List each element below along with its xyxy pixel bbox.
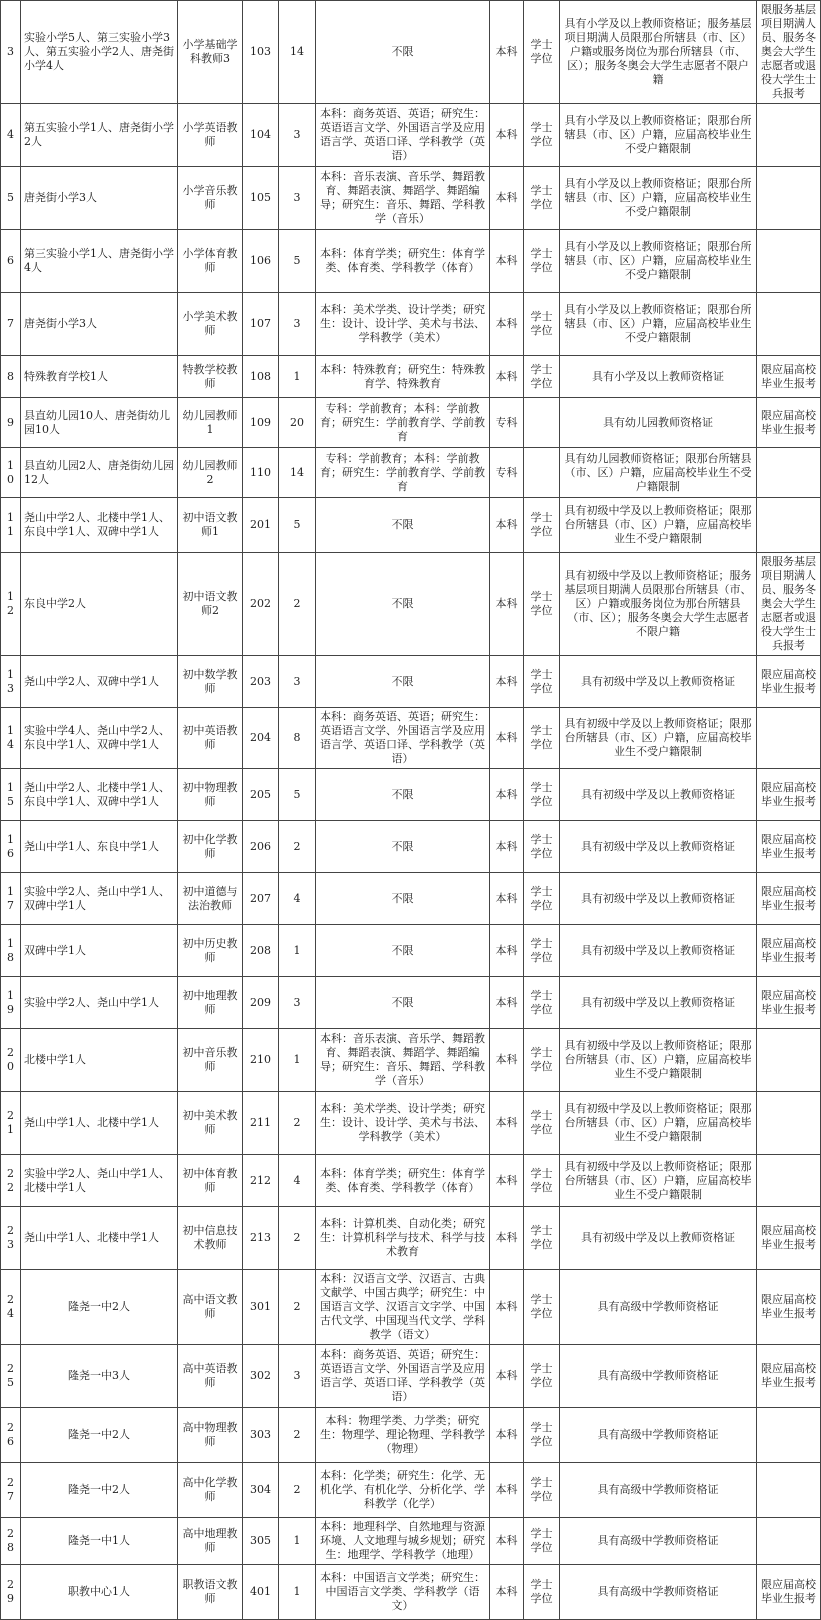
note-cell: 限应届高校毕业生报考 xyxy=(757,977,821,1029)
post-code-cell: 208 xyxy=(243,925,279,977)
table-row xyxy=(1,769,821,821)
degree-cell: 学士学位 xyxy=(524,1029,560,1092)
requirement-cell: 具有初级中学及以上教师资格证 xyxy=(560,656,757,708)
headcount-cell: 3 xyxy=(279,1345,316,1408)
unit-cell: 职教中心1人 xyxy=(21,1565,178,1620)
major-cell: 本科：物理学类、力学类；研究生：物理学、理论物理、学科教学（物理） xyxy=(316,1408,490,1463)
note-cell: 限应届高校毕业生报考 xyxy=(757,1270,821,1345)
note-cell xyxy=(757,1155,821,1207)
headcount-cell: 1 xyxy=(279,925,316,977)
requirement-cell: 具有初级中学及以上教师资格证；服务基层项目期满人员限那台所辖县（市、区）户籍或服务岗位为那台所辖县（市、区）；服务冬奥会大学生志愿者不限户籍 xyxy=(560,553,757,656)
major-cell: 本科：音乐表演、音乐学、舞蹈教育、舞蹈表演、舞蹈学、舞蹈编导；研究生：音乐、舞蹈、学科教学（音乐） xyxy=(316,167,490,230)
row-number: 29 xyxy=(1,1565,21,1620)
post-name-cell: 特教学校教师 xyxy=(178,356,243,398)
post-code-cell: 212 xyxy=(243,1155,279,1207)
table-row xyxy=(1,293,821,356)
major-cell: 本科：体育学类；研究生：体育学类、体育类、学科教学（体育） xyxy=(316,230,490,293)
row-number: 18 xyxy=(1,925,21,977)
education-cell: 本科 xyxy=(490,925,524,977)
headcount-cell: 4 xyxy=(279,873,316,925)
degree-cell: 学士学位 xyxy=(524,1270,560,1345)
note-cell: 限应届高校毕业生报考 xyxy=(757,656,821,708)
unit-cell: 尧山中学2人、双碑中学1人 xyxy=(21,656,178,708)
post-code-cell: 103 xyxy=(243,1,279,104)
major-cell: 本科：地理科学、自然地理与资源环境、人文地理与城乡规划；研究生：地理学、学科教学（地理） xyxy=(316,1518,490,1565)
note-cell: 限应届高校毕业生报考 xyxy=(757,1565,821,1620)
row-number: 16 xyxy=(1,821,21,873)
unit-cell: 唐尧街小学3人 xyxy=(21,167,178,230)
headcount-cell: 3 xyxy=(279,656,316,708)
row-number: 22 xyxy=(1,1155,21,1207)
headcount-cell: 5 xyxy=(279,498,316,553)
unit-cell: 尧山中学1人、东良中学1人 xyxy=(21,821,178,873)
note-cell xyxy=(757,1092,821,1155)
post-code-cell: 104 xyxy=(243,104,279,167)
degree-cell xyxy=(524,448,560,498)
requirement-cell: 具有小学及以上教师资格证；限那台所辖县（市、区）户籍，应届高校毕业生不受户籍限制 xyxy=(560,293,757,356)
post-name-cell: 小学音乐教师 xyxy=(178,167,243,230)
post-code-cell: 401 xyxy=(243,1565,279,1620)
education-cell: 本科 xyxy=(490,1463,524,1518)
major-cell: 不限 xyxy=(316,873,490,925)
major-cell: 本科：特殊教育；研究生：特殊教育学、特殊教育 xyxy=(316,356,490,398)
degree-cell: 学士学位 xyxy=(524,1155,560,1207)
degree-cell: 学士学位 xyxy=(524,1408,560,1463)
note-cell xyxy=(757,230,821,293)
headcount-cell: 3 xyxy=(279,167,316,230)
post-name-cell: 初中地理教师 xyxy=(178,977,243,1029)
unit-cell: 尧山中学1人、北楼中学1人 xyxy=(21,1207,178,1270)
note-cell: 限应届高校毕业生报考 xyxy=(757,1207,821,1270)
education-cell: 本科 xyxy=(490,104,524,167)
table-row xyxy=(1,553,821,656)
post-code-cell: 211 xyxy=(243,1092,279,1155)
requirement-cell: 具有初级中学及以上教师资格证 xyxy=(560,769,757,821)
post-code-cell: 205 xyxy=(243,769,279,821)
note-cell xyxy=(757,1463,821,1518)
degree-cell: 学士学位 xyxy=(524,1092,560,1155)
degree-cell: 学士学位 xyxy=(524,356,560,398)
headcount-cell: 2 xyxy=(279,821,316,873)
row-number: 9 xyxy=(1,398,21,448)
education-cell: 本科 xyxy=(490,1155,524,1207)
row-number: 21 xyxy=(1,1092,21,1155)
row-number: 28 xyxy=(1,1518,21,1565)
row-number: 17 xyxy=(1,873,21,925)
requirement-cell: 具有初级中学及以上教师资格证 xyxy=(560,977,757,1029)
post-code-cell: 206 xyxy=(243,821,279,873)
education-cell: 本科 xyxy=(490,1345,524,1408)
education-cell: 专科 xyxy=(490,448,524,498)
post-name-cell: 初中语文教师1 xyxy=(178,498,243,553)
row-number: 25 xyxy=(1,1345,21,1408)
degree-cell: 学士学位 xyxy=(524,708,560,769)
post-code-cell: 207 xyxy=(243,873,279,925)
note-cell: 限应届高校毕业生报考 xyxy=(757,925,821,977)
table-row xyxy=(1,398,821,448)
post-name-cell: 初中化学教师 xyxy=(178,821,243,873)
table-row xyxy=(1,356,821,398)
note-cell: 限应届高校毕业生报考 xyxy=(757,1345,821,1408)
requirement-cell: 具有幼儿园教师资格证；限那台所辖县（市、区）户籍，应届高校毕业生不受户籍限制 xyxy=(560,448,757,498)
unit-cell: 实验中学2人、尧山中学1人、双碑中学1人 xyxy=(21,873,178,925)
degree-cell: 学士学位 xyxy=(524,1207,560,1270)
requirement-cell: 具有初级中学及以上教师资格证 xyxy=(560,925,757,977)
requirement-cell: 具有小学及以上教师资格证；限那台所辖县（市、区）户籍，应届高校毕业生不受户籍限制 xyxy=(560,104,757,167)
major-cell: 不限 xyxy=(316,1,490,104)
major-cell: 本科：商务英语、英语；研究生：英语语言文学、外国语言学及应用语言学、英语口译、学科教学（英语） xyxy=(316,104,490,167)
degree-cell: 学士学位 xyxy=(524,553,560,656)
unit-cell: 北楼中学1人 xyxy=(21,1029,178,1092)
note-cell xyxy=(757,1408,821,1463)
table-row xyxy=(1,1463,821,1518)
requirement-cell: 具有初级中学及以上教师资格证 xyxy=(560,873,757,925)
post-name-cell: 小学基础学科教师3 xyxy=(178,1,243,104)
note-cell: 限应届高校毕业生报考 xyxy=(757,769,821,821)
post-code-cell: 209 xyxy=(243,977,279,1029)
education-cell: 本科 xyxy=(490,1092,524,1155)
post-code-cell: 108 xyxy=(243,356,279,398)
note-cell xyxy=(757,167,821,230)
degree-cell: 学士学位 xyxy=(524,925,560,977)
degree-cell xyxy=(524,398,560,448)
post-code-cell: 204 xyxy=(243,708,279,769)
row-number: 27 xyxy=(1,1463,21,1518)
major-cell: 不限 xyxy=(316,977,490,1029)
unit-cell: 实验中学2人、尧山中学1人 xyxy=(21,977,178,1029)
education-cell: 本科 xyxy=(490,708,524,769)
degree-cell: 学士学位 xyxy=(524,1518,560,1565)
post-name-cell: 高中化学教师 xyxy=(178,1463,243,1518)
table-row xyxy=(1,708,821,769)
degree-cell: 学士学位 xyxy=(524,104,560,167)
note-cell xyxy=(757,293,821,356)
major-cell: 本科：化学类；研究生：化学、无机化学、有机化学、分析化学、学科教学（化学） xyxy=(316,1463,490,1518)
education-cell: 本科 xyxy=(490,1029,524,1092)
row-number: 15 xyxy=(1,769,21,821)
education-cell: 本科 xyxy=(490,356,524,398)
unit-cell: 隆尧一中2人 xyxy=(21,1463,178,1518)
degree-cell: 学士学位 xyxy=(524,1345,560,1408)
table-row xyxy=(1,1,821,104)
note-cell xyxy=(757,708,821,769)
post-code-cell: 302 xyxy=(243,1345,279,1408)
note-cell xyxy=(757,498,821,553)
table-row xyxy=(1,1207,821,1270)
headcount-cell: 14 xyxy=(279,1,316,104)
post-name-cell: 初中美术教师 xyxy=(178,1092,243,1155)
degree-cell: 学士学位 xyxy=(524,977,560,1029)
post-name-cell: 幼儿园教师1 xyxy=(178,398,243,448)
headcount-cell: 5 xyxy=(279,230,316,293)
major-cell: 本科：计算机类、自动化类；研究生：计算机科学与技术、科学与技术教育 xyxy=(316,1207,490,1270)
degree-cell: 学士学位 xyxy=(524,873,560,925)
table-row xyxy=(1,1518,821,1565)
education-cell: 本科 xyxy=(490,977,524,1029)
post-name-cell: 初中数学教师 xyxy=(178,656,243,708)
table-row xyxy=(1,167,821,230)
row-number: 24 xyxy=(1,1270,21,1345)
education-cell: 本科 xyxy=(490,821,524,873)
post-name-cell: 初中语文教师2 xyxy=(178,553,243,656)
unit-cell: 县直幼儿园2人、唐尧街幼儿园12人 xyxy=(21,448,178,498)
degree-cell: 学士学位 xyxy=(524,656,560,708)
row-number: 5 xyxy=(1,167,21,230)
major-cell: 专科：学前教育；本科：学前教育；研究生：学前教育学、学前教育 xyxy=(316,398,490,448)
requirement-cell: 具有初级中学及以上教师资格证；限那台所辖县（市、区）户籍，应届高校毕业生不受户籍限制 xyxy=(560,498,757,553)
headcount-cell: 20 xyxy=(279,398,316,448)
major-cell: 专科：学前教育；本科：学前教育；研究生：学前教育学、学前教育 xyxy=(316,448,490,498)
post-name-cell: 初中道德与法治教师 xyxy=(178,873,243,925)
headcount-cell: 3 xyxy=(279,104,316,167)
major-cell: 本科：美术学类、设计学类；研究生：设计、设计学、美术与书法、学科教学（美术） xyxy=(316,293,490,356)
major-cell: 不限 xyxy=(316,553,490,656)
education-cell: 本科 xyxy=(490,769,524,821)
note-cell xyxy=(757,1518,821,1565)
post-code-cell: 201 xyxy=(243,498,279,553)
degree-cell: 学士学位 xyxy=(524,293,560,356)
post-name-cell: 初中音乐教师 xyxy=(178,1029,243,1092)
table-row xyxy=(1,230,821,293)
row-number: 10 xyxy=(1,448,21,498)
row-number: 3 xyxy=(1,1,21,104)
headcount-cell: 1 xyxy=(279,356,316,398)
table-row xyxy=(1,821,821,873)
post-name-cell: 小学美术教师 xyxy=(178,293,243,356)
education-cell: 本科 xyxy=(490,230,524,293)
post-name-cell: 高中地理教师 xyxy=(178,1518,243,1565)
requirement-cell: 具有初级中学及以上教师资格证；限那台所辖县（市、区）户籍，应届高校毕业生不受户籍限制 xyxy=(560,1092,757,1155)
table-row xyxy=(1,656,821,708)
table-row xyxy=(1,873,821,925)
table-body xyxy=(1,1,821,1620)
note-cell: 限应届高校毕业生报考 xyxy=(757,873,821,925)
row-number: 11 xyxy=(1,498,21,553)
row-number: 12 xyxy=(1,553,21,656)
education-cell: 本科 xyxy=(490,1,524,104)
requirement-cell: 具有初级中学及以上教师资格证 xyxy=(560,1207,757,1270)
table-row xyxy=(1,1270,821,1345)
post-name-cell: 职教语文教师 xyxy=(178,1565,243,1620)
degree-cell: 学士学位 xyxy=(524,821,560,873)
post-name-cell: 小学英语教师 xyxy=(178,104,243,167)
degree-cell: 学士学位 xyxy=(524,1565,560,1620)
table-row xyxy=(1,498,821,553)
headcount-cell: 2 xyxy=(279,1092,316,1155)
requirement-cell: 具有高级中学教师资格证 xyxy=(560,1408,757,1463)
requirement-cell: 具有小学及以上教师资格证；限那台所辖县（市、区）户籍，应届高校毕业生不受户籍限制 xyxy=(560,230,757,293)
table-row xyxy=(1,1565,821,1620)
major-cell: 本科：音乐表演、音乐学、舞蹈教育、舞蹈表演、舞蹈学、舞蹈编导；研究生：音乐、舞蹈、学科教学（音乐） xyxy=(316,1029,490,1092)
major-cell: 不限 xyxy=(316,821,490,873)
unit-cell: 实验中学2人、尧山中学1人、北楼中学1人 xyxy=(21,1155,178,1207)
unit-cell: 隆尧一中3人 xyxy=(21,1345,178,1408)
degree-cell: 学士学位 xyxy=(524,167,560,230)
degree-cell: 学士学位 xyxy=(524,498,560,553)
headcount-cell: 2 xyxy=(279,1463,316,1518)
major-cell: 本科：商务英语、英语；研究生：英语语言文学、外国语言学及应用语言学、英语口译、学科教学（英语） xyxy=(316,1345,490,1408)
education-cell: 专科 xyxy=(490,398,524,448)
unit-cell: 双碑中学1人 xyxy=(21,925,178,977)
table-row xyxy=(1,977,821,1029)
requirement-cell: 具有高级中学教师资格证 xyxy=(560,1270,757,1345)
unit-cell: 隆尧一中2人 xyxy=(21,1408,178,1463)
requirement-cell: 具有小学及以上教师资格证；限那台所辖县（市、区）户籍，应届高校毕业生不受户籍限制 xyxy=(560,167,757,230)
major-cell: 不限 xyxy=(316,656,490,708)
education-cell: 本科 xyxy=(490,1408,524,1463)
major-cell: 不限 xyxy=(316,498,490,553)
row-number: 20 xyxy=(1,1029,21,1092)
post-name-cell: 幼儿园教师2 xyxy=(178,448,243,498)
headcount-cell: 3 xyxy=(279,293,316,356)
post-code-cell: 107 xyxy=(243,293,279,356)
requirement-cell: 具有小学及以上教师资格证；服务基层项目期满人员限那台所辖县（市、区）户籍或服务岗位为那台所辖县（市、区）；服务冬奥会大学生志愿者不限户籍 xyxy=(560,1,757,104)
requirement-cell: 具有高级中学教师资格证 xyxy=(560,1565,757,1620)
degree-cell: 学士学位 xyxy=(524,1,560,104)
education-cell: 本科 xyxy=(490,1207,524,1270)
major-cell: 本科：中国语言文学类；研究生：中国语言文学类、学科教学（语文） xyxy=(316,1565,490,1620)
post-name-cell: 初中信息技术教师 xyxy=(178,1207,243,1270)
requirement-cell: 具有高级中学教师资格证 xyxy=(560,1345,757,1408)
post-code-cell: 110 xyxy=(243,448,279,498)
unit-cell: 县直幼儿园10人、唐尧街幼儿园10人 xyxy=(21,398,178,448)
unit-cell: 实验小学5人、第三实验小学3人、第五实验小学2人、唐尧街小学4人 xyxy=(21,1,178,104)
major-cell: 本科：汉语言文学、汉语言、古典文献学、中国古典学；研究生：中国语言文学、汉语言文字学、中国古代文学、中国现当代文学、学科教学（语文） xyxy=(316,1270,490,1345)
note-cell xyxy=(757,448,821,498)
headcount-cell: 2 xyxy=(279,1408,316,1463)
unit-cell: 尧山中学2人、北楼中学1人、东良中学1人、双碑中学1人 xyxy=(21,498,178,553)
unit-cell: 唐尧街小学3人 xyxy=(21,293,178,356)
post-code-cell: 109 xyxy=(243,398,279,448)
note-cell: 限应届高校毕业生报考 xyxy=(757,821,821,873)
post-name-cell: 高中语文教师 xyxy=(178,1270,243,1345)
education-cell: 本科 xyxy=(490,873,524,925)
post-code-cell: 213 xyxy=(243,1207,279,1270)
headcount-cell: 2 xyxy=(279,1207,316,1270)
row-number: 13 xyxy=(1,656,21,708)
unit-cell: 实验中学4人、尧山中学2人、东良中学1人、双碑中学1人 xyxy=(21,708,178,769)
headcount-cell: 1 xyxy=(279,1029,316,1092)
unit-cell: 隆尧一中2人 xyxy=(21,1270,178,1345)
education-cell: 本科 xyxy=(490,1518,524,1565)
headcount-cell: 2 xyxy=(279,1270,316,1345)
degree-cell: 学士学位 xyxy=(524,230,560,293)
table-row xyxy=(1,448,821,498)
unit-cell: 隆尧一中1人 xyxy=(21,1518,178,1565)
post-code-cell: 210 xyxy=(243,1029,279,1092)
row-number: 19 xyxy=(1,977,21,1029)
row-number: 7 xyxy=(1,293,21,356)
note-cell xyxy=(757,1029,821,1092)
requirement-cell: 具有初级中学及以上教师资格证；限那台所辖县（市、区）户籍，应届高校毕业生不受户籍限制 xyxy=(560,1029,757,1092)
degree-cell: 学士学位 xyxy=(524,769,560,821)
post-name-cell: 高中英语教师 xyxy=(178,1345,243,1408)
requirement-cell: 具有高级中学教师资格证 xyxy=(560,1463,757,1518)
education-cell: 本科 xyxy=(490,656,524,708)
education-cell: 本科 xyxy=(490,1270,524,1345)
note-cell xyxy=(757,104,821,167)
row-number: 14 xyxy=(1,708,21,769)
requirement-cell: 具有初级中学及以上教师资格证 xyxy=(560,821,757,873)
row-number: 26 xyxy=(1,1408,21,1463)
headcount-cell: 3 xyxy=(279,977,316,1029)
post-name-cell: 初中物理教师 xyxy=(178,769,243,821)
table-row xyxy=(1,1155,821,1207)
headcount-cell: 1 xyxy=(279,1518,316,1565)
row-number: 4 xyxy=(1,104,21,167)
post-code-cell: 203 xyxy=(243,656,279,708)
table-row xyxy=(1,1408,821,1463)
education-cell: 本科 xyxy=(490,167,524,230)
headcount-cell: 5 xyxy=(279,769,316,821)
education-cell: 本科 xyxy=(490,293,524,356)
major-cell: 本科：美术学类、设计学类；研究生：设计、设计学、美术与书法、学科教学（美术） xyxy=(316,1092,490,1155)
headcount-cell: 4 xyxy=(279,1155,316,1207)
requirement-cell: 具有高级中学教师资格证 xyxy=(560,1518,757,1565)
table-row xyxy=(1,1029,821,1092)
headcount-cell: 8 xyxy=(279,708,316,769)
unit-cell: 第三实验小学1人、唐尧街小学4人 xyxy=(21,230,178,293)
requirement-cell: 具有小学及以上教师资格证 xyxy=(560,356,757,398)
post-name-cell: 初中英语教师 xyxy=(178,708,243,769)
post-code-cell: 305 xyxy=(243,1518,279,1565)
post-code-cell: 301 xyxy=(243,1270,279,1345)
requirement-cell: 具有初级中学及以上教师资格证；限那台所辖县（市、区）户籍，应届高校毕业生不受户籍限制 xyxy=(560,708,757,769)
headcount-cell: 1 xyxy=(279,1565,316,1620)
row-number: 23 xyxy=(1,1207,21,1270)
major-cell: 本科：商务英语、英语；研究生：英语语言文学、外国语言学及应用语言学、英语口译、学科教学（英语） xyxy=(316,708,490,769)
major-cell: 本科：体育学类；研究生：体育学类、体育类、学科教学（体育） xyxy=(316,1155,490,1207)
unit-cell: 尧山中学2人、北楼中学1人、东良中学1人、双碑中学1人 xyxy=(21,769,178,821)
unit-cell: 尧山中学1人、北楼中学1人 xyxy=(21,1092,178,1155)
post-code-cell: 303 xyxy=(243,1408,279,1463)
note-cell: 限服务基层项目期满人员、服务冬奥会大学生志愿者或退役大学生士兵报考 xyxy=(757,553,821,656)
headcount-cell: 14 xyxy=(279,448,316,498)
education-cell: 本科 xyxy=(490,1565,524,1620)
post-code-cell: 106 xyxy=(243,230,279,293)
post-code-cell: 202 xyxy=(243,553,279,656)
post-code-cell: 304 xyxy=(243,1463,279,1518)
row-number: 8 xyxy=(1,356,21,398)
major-cell: 不限 xyxy=(316,769,490,821)
requirement-cell: 具有幼儿园教师资格证 xyxy=(560,398,757,448)
note-cell: 限应届高校毕业生报考 xyxy=(757,356,821,398)
post-name-cell: 小学体育教师 xyxy=(178,230,243,293)
table-row xyxy=(1,925,821,977)
post-name-cell: 初中体育教师 xyxy=(178,1155,243,1207)
table-row xyxy=(1,104,821,167)
note-cell: 限应届高校毕业生报考 xyxy=(757,398,821,448)
unit-cell: 东良中学2人 xyxy=(21,553,178,656)
unit-cell: 特殊教育学校1人 xyxy=(21,356,178,398)
requirement-cell: 具有初级中学及以上教师资格证；限那台所辖县（市、区）户籍，应届高校毕业生不受户籍限制 xyxy=(560,1155,757,1207)
table-row xyxy=(1,1092,821,1155)
education-cell: 本科 xyxy=(490,498,524,553)
post-code-cell: 105 xyxy=(243,167,279,230)
note-cell: 限服务基层项目期满人员、服务冬奥会大学生志愿者或退役大学生士兵报考 xyxy=(757,1,821,104)
post-name-cell: 高中物理教师 xyxy=(178,1408,243,1463)
row-number: 6 xyxy=(1,230,21,293)
table-row xyxy=(1,1345,821,1408)
degree-cell: 学士学位 xyxy=(524,1463,560,1518)
headcount-cell: 2 xyxy=(279,553,316,656)
major-cell: 不限 xyxy=(316,925,490,977)
education-cell: 本科 xyxy=(490,553,524,656)
unit-cell: 第五实验小学1人、唐尧街小学2人 xyxy=(21,104,178,167)
post-name-cell: 初中历史教师 xyxy=(178,925,243,977)
